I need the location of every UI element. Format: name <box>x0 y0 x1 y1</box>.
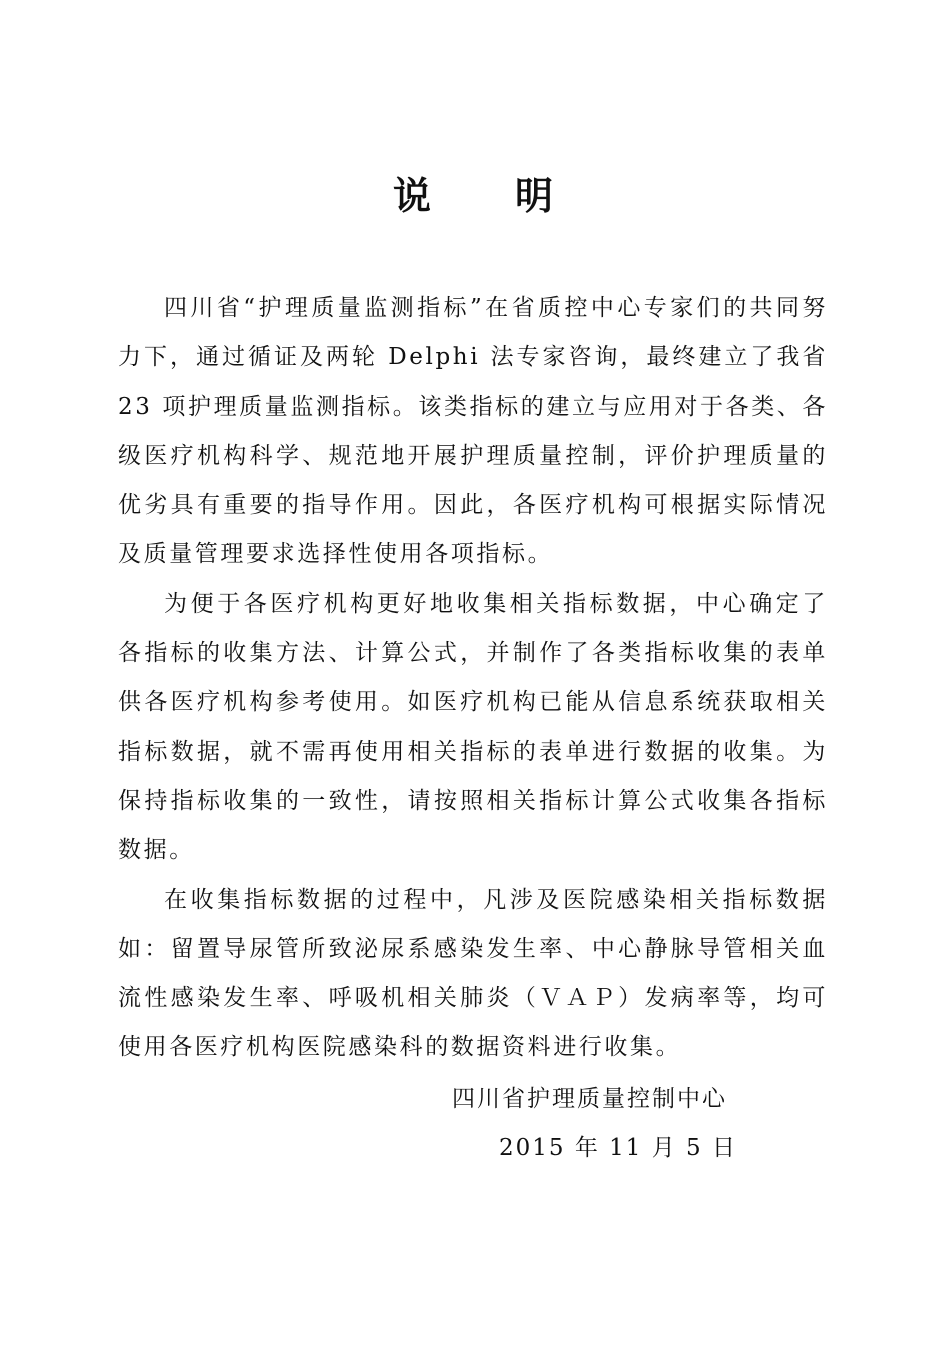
signature-organization: 四川省护理质量控制中心 <box>452 1086 727 1112</box>
title-char-2: 明 <box>515 174 558 218</box>
title-char-1: 说 <box>392 174 435 218</box>
paragraph-intro: 四川省“护理质量监测指标”在省质控中心专家们的共同努力下，通过循证及两轮 Delphi 法专家咨询，最终建立了我省 23 项护理质量监测指标。该类指标的建立与应用对于各类、各级医疗机构科学、规范地开展护理质量控制，评价护理质量的优劣具有重要的指导作用。因此，各医疗机构可根据实际情况及质量管理要求选择性使用各项指标。 <box>118 295 828 568</box>
page-title <box>0 168 950 224</box>
signature-date: 2015 年 11 月 5 日 <box>499 1135 737 1161</box>
paragraph-infection-data: 在收集指标数据的过程中，凡涉及医院感染相关指标数据如：留置导尿管所致泌尿系感染发生率、中心静脉导管相关血流性感染发生率、呼吸机相关肺炎（ＶＡＰ）发病率等，均可使用各医疗机构医院感染科的数据资料进行收集。 <box>118 886 828 1061</box>
body-text <box>118 284 828 1073</box>
paragraph-collection-methods: 为便于各医疗机构更好地收集相关指标数据，中心确定了各指标的收集方法、计算公式，并制作了各类指标收集的表单供各医疗机构参考使用。如医疗机构已能从信息系统获取相关指标数据，就不需再使用相关指标的表单进行数据的收集。为保持指标收集的一致性，请按照相关指标计算公式收集各指标数据。 <box>118 590 828 864</box>
